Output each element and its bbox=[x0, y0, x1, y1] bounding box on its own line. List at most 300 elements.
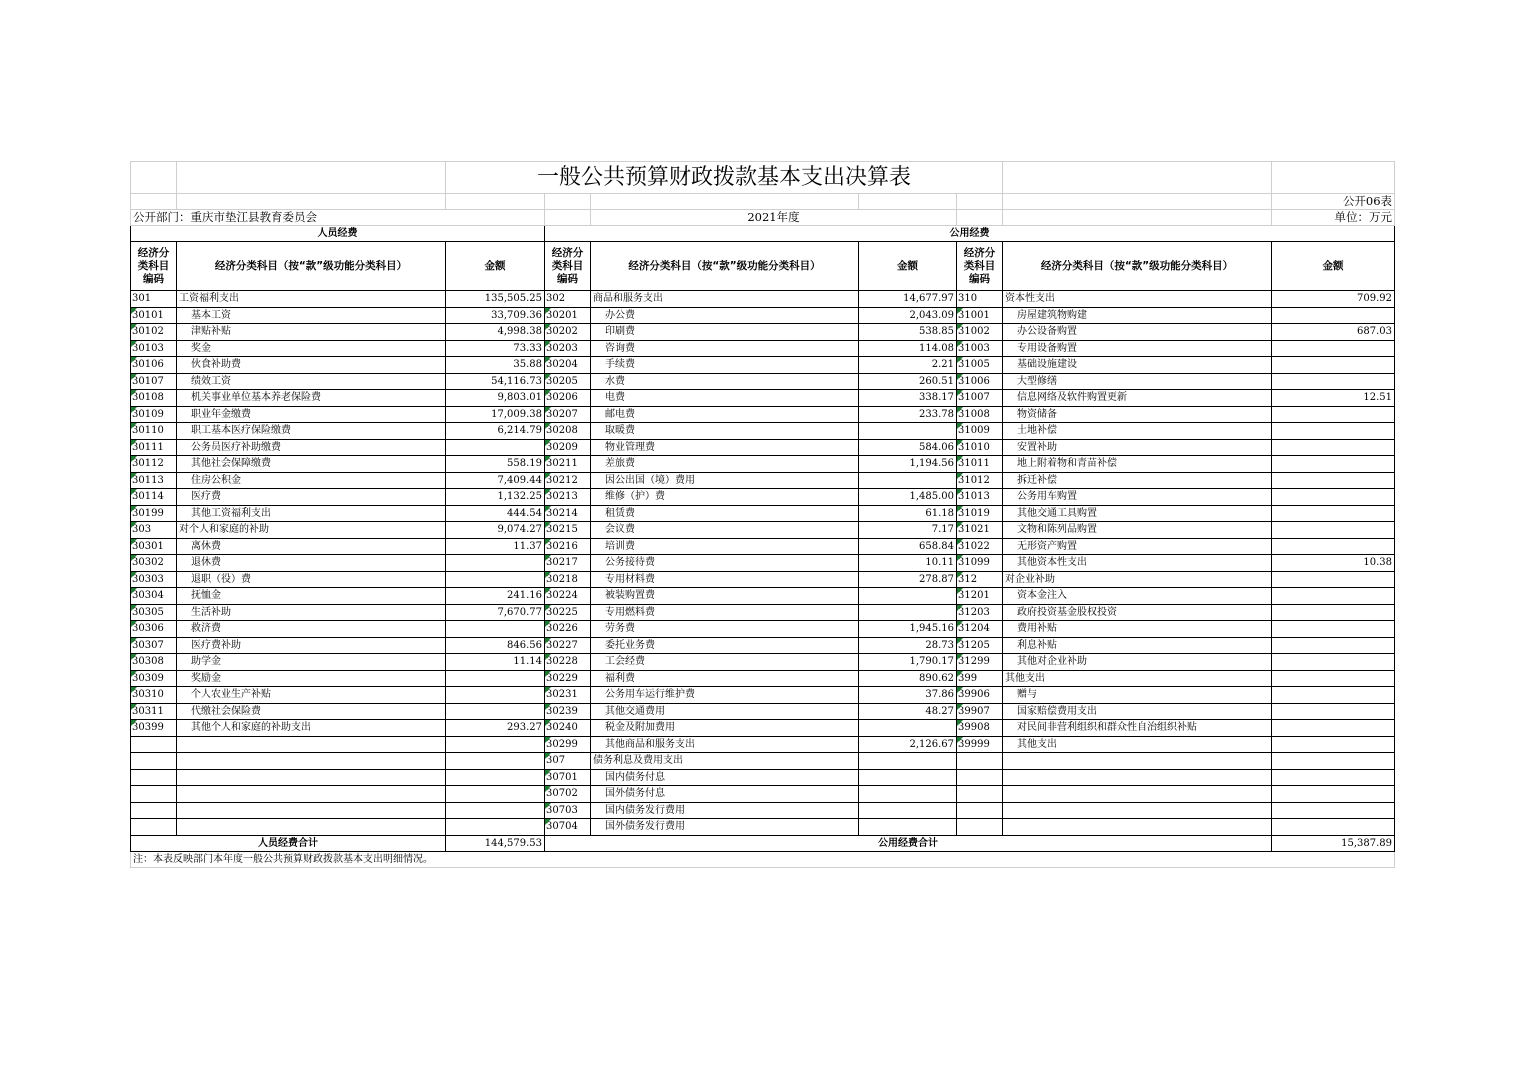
code-cell: 31013 bbox=[957, 489, 1003, 506]
table-row bbox=[131, 307, 1395, 324]
amount-cell bbox=[1272, 357, 1395, 374]
item-name-cell: 债务利息及费用支出 bbox=[591, 753, 859, 770]
code-cell bbox=[957, 819, 1003, 836]
header-code: 经济分类科目编码 bbox=[957, 242, 1003, 291]
amount-cell bbox=[1272, 621, 1395, 638]
table-row bbox=[131, 687, 1395, 704]
item-name-cell bbox=[177, 802, 446, 819]
item-name-cell: 其他交通费用 bbox=[591, 703, 859, 720]
table-row bbox=[131, 472, 1395, 489]
amount-cell bbox=[1272, 753, 1395, 770]
code-cell: 31003 bbox=[957, 340, 1003, 357]
code-cell: 31010 bbox=[957, 439, 1003, 456]
code-cell: 312 bbox=[957, 571, 1003, 588]
amount-cell bbox=[1272, 423, 1395, 440]
code-cell: 30305 bbox=[131, 604, 177, 621]
item-name-cell: 国外债务发行费用 bbox=[591, 819, 859, 836]
item-name-cell: 个人农业生产补贴 bbox=[177, 687, 446, 704]
code-cell: 31021 bbox=[957, 522, 1003, 539]
code-cell bbox=[131, 769, 177, 786]
item-name-cell: 其他社会保障缴费 bbox=[177, 456, 446, 473]
code-cell: 302 bbox=[545, 291, 591, 308]
item-name-cell: 专用设备购置 bbox=[1003, 340, 1272, 357]
table-row bbox=[131, 654, 1395, 671]
item-name-cell bbox=[1003, 819, 1272, 836]
code-cell bbox=[131, 736, 177, 753]
budget-sheet bbox=[130, 161, 1394, 868]
code-cell: 30112 bbox=[131, 456, 177, 473]
totals-row bbox=[131, 835, 1395, 851]
amount-cell bbox=[446, 819, 545, 836]
code-cell: 307 bbox=[545, 753, 591, 770]
amount-cell bbox=[446, 670, 545, 687]
code-cell: 30224 bbox=[545, 588, 591, 605]
amount-cell bbox=[1272, 769, 1395, 786]
page-title: 一般公共预算财政拨款基本支出决算表 bbox=[446, 162, 1003, 194]
item-name-cell: 职工基本医疗保险缴费 bbox=[177, 423, 446, 440]
item-name-cell: 其他个人和家庭的补助支出 bbox=[177, 720, 446, 737]
table-row bbox=[131, 505, 1395, 522]
code-cell: 31205 bbox=[957, 637, 1003, 654]
code-cell: 30206 bbox=[545, 390, 591, 407]
amount-cell bbox=[446, 753, 545, 770]
code-cell bbox=[131, 802, 177, 819]
amount-cell: 1,132.25 bbox=[446, 489, 545, 506]
amount-cell bbox=[859, 802, 957, 819]
table-row bbox=[131, 786, 1395, 803]
code-cell bbox=[131, 786, 177, 803]
item-name-cell: 其他交通工具购置 bbox=[1003, 505, 1272, 522]
amount-cell: 2,126.67 bbox=[859, 736, 957, 753]
table-row bbox=[131, 406, 1395, 423]
form-number: 公开06表 bbox=[1272, 194, 1395, 210]
table-row bbox=[131, 357, 1395, 374]
code-cell: 30204 bbox=[545, 357, 591, 374]
amount-cell bbox=[446, 621, 545, 638]
amount-cell: 11.37 bbox=[446, 538, 545, 555]
code-cell: 30216 bbox=[545, 538, 591, 555]
table-row bbox=[131, 522, 1395, 539]
item-name-cell: 电费 bbox=[591, 390, 859, 407]
amount-cell bbox=[446, 802, 545, 819]
item-name-cell: 公务接待费 bbox=[591, 555, 859, 572]
code-cell bbox=[957, 753, 1003, 770]
item-name-cell: 国内债务发行费用 bbox=[591, 802, 859, 819]
amount-cell: 10.11 bbox=[859, 555, 957, 572]
item-name-cell bbox=[177, 786, 446, 803]
item-name-cell: 生活补助 bbox=[177, 604, 446, 621]
table-row bbox=[131, 802, 1395, 819]
amount-cell: 7,409.44 bbox=[446, 472, 545, 489]
code-cell: 30226 bbox=[545, 621, 591, 638]
item-name-cell bbox=[1003, 802, 1272, 819]
item-name-cell bbox=[1003, 753, 1272, 770]
code-cell: 30113 bbox=[131, 472, 177, 489]
item-name-cell: 赠与 bbox=[1003, 687, 1272, 704]
item-name-cell: 费用补贴 bbox=[1003, 621, 1272, 638]
code-cell: 30225 bbox=[545, 604, 591, 621]
amount-cell bbox=[1272, 604, 1395, 621]
amount-cell: 61.18 bbox=[859, 505, 957, 522]
table-row bbox=[131, 703, 1395, 720]
code-cell: 30214 bbox=[545, 505, 591, 522]
table-row bbox=[131, 720, 1395, 737]
code-cell: 39999 bbox=[957, 736, 1003, 753]
amount-cell: 114.08 bbox=[859, 340, 957, 357]
item-name-cell: 公务用车购置 bbox=[1003, 489, 1272, 506]
code-cell: 30202 bbox=[545, 324, 591, 341]
item-name-cell: 土地补偿 bbox=[1003, 423, 1272, 440]
item-name-cell: 劳务费 bbox=[591, 621, 859, 638]
amount-cell: 37.86 bbox=[859, 687, 957, 704]
item-name-cell: 资本性支出 bbox=[1003, 291, 1272, 308]
code-cell: 30311 bbox=[131, 703, 177, 720]
code-cell: 39907 bbox=[957, 703, 1003, 720]
item-name-cell: 抚恤金 bbox=[177, 588, 446, 605]
item-name-cell: 救济费 bbox=[177, 621, 446, 638]
item-name-cell: 培训费 bbox=[591, 538, 859, 555]
table-row bbox=[131, 670, 1395, 687]
department-label: 公开部门：重庆市垫江县教育委员会 bbox=[131, 210, 545, 226]
item-name-cell: 医疗费 bbox=[177, 489, 446, 506]
code-cell: 31019 bbox=[957, 505, 1003, 522]
amount-cell: 9,074.27 bbox=[446, 522, 545, 539]
code-cell: 30306 bbox=[131, 621, 177, 638]
code-cell: 30240 bbox=[545, 720, 591, 737]
item-name-cell: 对民间非营利组织和群众性自治组织补贴 bbox=[1003, 720, 1272, 737]
amount-cell: 7.17 bbox=[859, 522, 957, 539]
table-row bbox=[131, 489, 1395, 506]
column-header-row bbox=[131, 242, 1395, 291]
item-name-cell: 医疗费补助 bbox=[177, 637, 446, 654]
code-cell: 399 bbox=[957, 670, 1003, 687]
amount-cell bbox=[1272, 786, 1395, 803]
amount-cell bbox=[1272, 307, 1395, 324]
amount-cell: 538.85 bbox=[859, 324, 957, 341]
amount-cell: 7,670.77 bbox=[446, 604, 545, 621]
code-cell: 30208 bbox=[545, 423, 591, 440]
code-cell: 30701 bbox=[545, 769, 591, 786]
amount-cell bbox=[859, 769, 957, 786]
item-name-cell: 代缴社会保险费 bbox=[177, 703, 446, 720]
header-code: 经济分类科目编码 bbox=[131, 242, 177, 291]
amount-cell: 233.78 bbox=[859, 406, 957, 423]
amount-cell: 35.88 bbox=[446, 357, 545, 374]
code-cell: 30301 bbox=[131, 538, 177, 555]
item-name-cell: 福利费 bbox=[591, 670, 859, 687]
amount-cell bbox=[1272, 720, 1395, 737]
item-name-cell bbox=[1003, 786, 1272, 803]
amount-cell: 2,043.09 bbox=[859, 307, 957, 324]
item-name-cell: 其他支出 bbox=[1003, 670, 1272, 687]
amount-cell bbox=[859, 720, 957, 737]
code-cell: 30109 bbox=[131, 406, 177, 423]
amount-cell: 14,677.97 bbox=[859, 291, 957, 308]
section-public: 公用经费 bbox=[545, 226, 1395, 242]
code-cell: 31008 bbox=[957, 406, 1003, 423]
amount-cell: 846.56 bbox=[446, 637, 545, 654]
code-cell bbox=[957, 786, 1003, 803]
amount-cell bbox=[859, 588, 957, 605]
code-cell: 30307 bbox=[131, 637, 177, 654]
amount-cell: 48.27 bbox=[859, 703, 957, 720]
amount-cell bbox=[1272, 637, 1395, 654]
item-name-cell: 房屋建筑物购建 bbox=[1003, 307, 1272, 324]
item-name-cell: 国内债务付息 bbox=[591, 769, 859, 786]
code-cell: 31203 bbox=[957, 604, 1003, 621]
code-cell: 31011 bbox=[957, 456, 1003, 473]
item-name-cell bbox=[1003, 769, 1272, 786]
item-name-cell: 基本工资 bbox=[177, 307, 446, 324]
header-name: 经济分类科目（按“款”级功能分类科目） bbox=[1003, 242, 1272, 291]
code-cell: 31204 bbox=[957, 621, 1003, 638]
item-name-cell: 伙食补助费 bbox=[177, 357, 446, 374]
code-cell: 30303 bbox=[131, 571, 177, 588]
code-cell: 31009 bbox=[957, 423, 1003, 440]
item-name-cell: 其他商品和服务支出 bbox=[591, 736, 859, 753]
amount-cell bbox=[1272, 687, 1395, 704]
code-cell: 39908 bbox=[957, 720, 1003, 737]
code-cell bbox=[131, 753, 177, 770]
code-cell: 30229 bbox=[545, 670, 591, 687]
table-row bbox=[131, 390, 1395, 407]
amount-cell: 444.54 bbox=[446, 505, 545, 522]
code-cell: 30228 bbox=[545, 654, 591, 671]
item-name-cell bbox=[177, 736, 446, 753]
item-name-cell: 文物和陈列品购置 bbox=[1003, 522, 1272, 539]
amount-cell bbox=[1272, 588, 1395, 605]
amount-cell: 1,485.00 bbox=[859, 489, 957, 506]
item-name-cell: 差旅费 bbox=[591, 456, 859, 473]
code-cell: 30213 bbox=[545, 489, 591, 506]
item-name-cell: 维修（护）费 bbox=[591, 489, 859, 506]
code-cell: 30217 bbox=[545, 555, 591, 572]
item-name-cell: 其他对企业补助 bbox=[1003, 654, 1272, 671]
item-name-cell: 咨询费 bbox=[591, 340, 859, 357]
item-name-cell: 工会经费 bbox=[591, 654, 859, 671]
code-cell: 31001 bbox=[957, 307, 1003, 324]
table-row bbox=[131, 340, 1395, 357]
code-cell: 30205 bbox=[545, 373, 591, 390]
personnel-total-value: 144,579.53 bbox=[446, 835, 545, 851]
item-name-cell: 信息网络及软件购置更新 bbox=[1003, 390, 1272, 407]
amount-cell bbox=[446, 555, 545, 572]
header-name: 经济分类科目（按“款”级功能分类科目） bbox=[591, 242, 859, 291]
amount-cell: 584.06 bbox=[859, 439, 957, 456]
amount-cell bbox=[1272, 439, 1395, 456]
amount-cell: 73.33 bbox=[446, 340, 545, 357]
item-name-cell: 职业年金缴费 bbox=[177, 406, 446, 423]
amount-cell bbox=[1272, 489, 1395, 506]
item-name-cell: 安置补助 bbox=[1003, 439, 1272, 456]
amount-cell bbox=[1272, 406, 1395, 423]
footnote: 注：本表反映部门本年度一般公共预算财政拨款基本支出明细情况。 bbox=[131, 851, 1395, 867]
item-name-cell: 其他资本性支出 bbox=[1003, 555, 1272, 572]
header-amount: 金额 bbox=[1272, 242, 1395, 291]
code-cell: 31002 bbox=[957, 324, 1003, 341]
item-name-cell: 资本金注入 bbox=[1003, 588, 1272, 605]
item-name-cell: 国家赔偿费用支出 bbox=[1003, 703, 1272, 720]
amount-cell bbox=[1272, 703, 1395, 720]
item-name-cell: 奖励金 bbox=[177, 670, 446, 687]
amount-cell: 709.92 bbox=[1272, 291, 1395, 308]
code-cell: 303 bbox=[131, 522, 177, 539]
code-cell: 31006 bbox=[957, 373, 1003, 390]
item-name-cell: 政府投资基金股权投资 bbox=[1003, 604, 1272, 621]
amount-cell bbox=[859, 423, 957, 440]
item-name-cell: 水费 bbox=[591, 373, 859, 390]
unit-label: 单位：万元 bbox=[1272, 210, 1395, 226]
item-name-cell: 拆迁补偿 bbox=[1003, 472, 1272, 489]
amount-cell bbox=[446, 736, 545, 753]
amount-cell: 1,945.16 bbox=[859, 621, 957, 638]
item-name-cell: 专用燃料费 bbox=[591, 604, 859, 621]
code-cell: 30703 bbox=[545, 802, 591, 819]
code-cell: 30212 bbox=[545, 472, 591, 489]
header-code: 经济分类科目编码 bbox=[545, 242, 591, 291]
amount-cell bbox=[1272, 802, 1395, 819]
code-cell bbox=[957, 802, 1003, 819]
code-cell: 30299 bbox=[545, 736, 591, 753]
item-name-cell: 办公设备购置 bbox=[1003, 324, 1272, 341]
code-cell: 30239 bbox=[545, 703, 591, 720]
code-cell: 31007 bbox=[957, 390, 1003, 407]
item-name-cell: 国外债务付息 bbox=[591, 786, 859, 803]
code-cell: 30309 bbox=[131, 670, 177, 687]
amount-cell bbox=[1272, 373, 1395, 390]
code-cell: 30218 bbox=[545, 571, 591, 588]
amount-cell bbox=[859, 786, 957, 803]
amount-cell bbox=[1272, 538, 1395, 555]
table-row bbox=[131, 769, 1395, 786]
amount-cell: 1,790.17 bbox=[859, 654, 957, 671]
amount-cell: 11.14 bbox=[446, 654, 545, 671]
item-name-cell: 邮电费 bbox=[591, 406, 859, 423]
amount-cell bbox=[1272, 670, 1395, 687]
amount-cell bbox=[859, 819, 957, 836]
code-cell: 31012 bbox=[957, 472, 1003, 489]
code-cell bbox=[957, 769, 1003, 786]
item-name-cell: 公务员医疗补助缴费 bbox=[177, 439, 446, 456]
code-cell: 30110 bbox=[131, 423, 177, 440]
item-name-cell: 税金及附加费用 bbox=[591, 720, 859, 737]
code-cell: 30101 bbox=[131, 307, 177, 324]
amount-cell bbox=[446, 687, 545, 704]
code-cell: 30114 bbox=[131, 489, 177, 506]
item-name-cell: 大型修缮 bbox=[1003, 373, 1272, 390]
item-name-cell: 被装购置费 bbox=[591, 588, 859, 605]
table-row bbox=[131, 456, 1395, 473]
code-cell: 30199 bbox=[131, 505, 177, 522]
amount-cell: 9,803.01 bbox=[446, 390, 545, 407]
item-name-cell bbox=[177, 753, 446, 770]
amount-cell: 293.27 bbox=[446, 720, 545, 737]
item-name-cell: 租赁费 bbox=[591, 505, 859, 522]
code-cell: 31022 bbox=[957, 538, 1003, 555]
table-row bbox=[131, 571, 1395, 588]
code-cell: 30227 bbox=[545, 637, 591, 654]
item-name-cell: 绩效工资 bbox=[177, 373, 446, 390]
code-cell: 31201 bbox=[957, 588, 1003, 605]
amount-cell: 6,214.79 bbox=[446, 423, 545, 440]
amount-cell: 241.16 bbox=[446, 588, 545, 605]
amount-cell: 54,116.73 bbox=[446, 373, 545, 390]
code-cell: 310 bbox=[957, 291, 1003, 308]
item-name-cell bbox=[177, 769, 446, 786]
public-total-label: 公用经费合计 bbox=[545, 835, 1272, 851]
amount-cell: 4,998.38 bbox=[446, 324, 545, 341]
code-cell: 30107 bbox=[131, 373, 177, 390]
item-name-cell: 公务用车运行维护费 bbox=[591, 687, 859, 704]
amount-cell bbox=[1272, 456, 1395, 473]
item-name-cell: 助学金 bbox=[177, 654, 446, 671]
amount-cell: 2.21 bbox=[859, 357, 957, 374]
code-cell: 30308 bbox=[131, 654, 177, 671]
item-name-cell: 印刷费 bbox=[591, 324, 859, 341]
code-cell: 30102 bbox=[131, 324, 177, 341]
public-total-value: 15,387.89 bbox=[1272, 835, 1395, 851]
table-row bbox=[131, 736, 1395, 753]
amount-cell bbox=[859, 472, 957, 489]
amount-cell: 658.84 bbox=[859, 538, 957, 555]
table-row bbox=[131, 637, 1395, 654]
item-name-cell: 退休费 bbox=[177, 555, 446, 572]
code-cell: 30209 bbox=[545, 439, 591, 456]
table-row bbox=[131, 753, 1395, 770]
amount-cell bbox=[1272, 736, 1395, 753]
code-cell: 31099 bbox=[957, 555, 1003, 572]
budget-table bbox=[130, 161, 1395, 868]
amount-cell: 260.51 bbox=[859, 373, 957, 390]
item-name-cell: 办公费 bbox=[591, 307, 859, 324]
amount-cell bbox=[1272, 654, 1395, 671]
section-personnel: 人员经费 bbox=[131, 226, 545, 242]
amount-cell bbox=[859, 604, 957, 621]
code-cell: 30207 bbox=[545, 406, 591, 423]
item-name-cell: 手续费 bbox=[591, 357, 859, 374]
item-name-cell: 会议费 bbox=[591, 522, 859, 539]
personnel-total-label: 人员经费合计 bbox=[131, 835, 446, 851]
code-cell: 30302 bbox=[131, 555, 177, 572]
code-cell: 30231 bbox=[545, 687, 591, 704]
amount-cell: 12.51 bbox=[1272, 390, 1395, 407]
header-amount: 金额 bbox=[859, 242, 957, 291]
code-cell: 30702 bbox=[545, 786, 591, 803]
code-cell: 39906 bbox=[957, 687, 1003, 704]
amount-cell: 558.19 bbox=[446, 456, 545, 473]
item-name-cell: 工资福利支出 bbox=[177, 291, 446, 308]
item-name-cell: 住房公积金 bbox=[177, 472, 446, 489]
item-name-cell: 奖金 bbox=[177, 340, 446, 357]
code-cell: 30106 bbox=[131, 357, 177, 374]
item-name-cell: 对个人和家庭的补助 bbox=[177, 522, 446, 539]
code-cell: 301 bbox=[131, 291, 177, 308]
table-row bbox=[131, 423, 1395, 440]
amount-cell: 687.03 bbox=[1272, 324, 1395, 341]
table-row bbox=[131, 439, 1395, 456]
code-cell: 31005 bbox=[957, 357, 1003, 374]
table-row bbox=[131, 291, 1395, 308]
amount-cell: 135,505.25 bbox=[446, 291, 545, 308]
item-name-cell: 因公出国（境）费用 bbox=[591, 472, 859, 489]
header-amount: 金额 bbox=[446, 242, 545, 291]
amount-cell: 1,194.56 bbox=[859, 456, 957, 473]
item-name-cell: 机关事业单位基本养老保险费 bbox=[177, 390, 446, 407]
amount-cell bbox=[1272, 571, 1395, 588]
item-name-cell bbox=[177, 819, 446, 836]
item-name-cell: 离休费 bbox=[177, 538, 446, 555]
item-name-cell: 利息补贴 bbox=[1003, 637, 1272, 654]
